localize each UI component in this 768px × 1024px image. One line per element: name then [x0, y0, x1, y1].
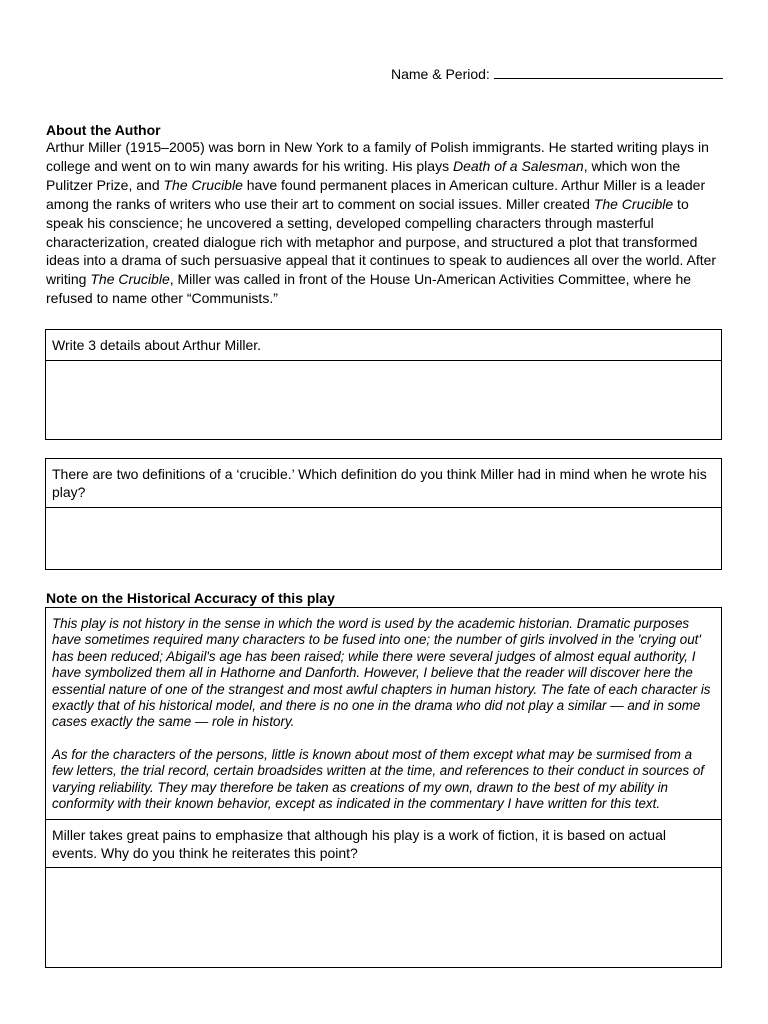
- question-1-box: [45, 329, 722, 440]
- historical-note-heading: Note on the Historical Accuracy of this play: [46, 590, 335, 606]
- question-2-prompt: There are two definitions of a ‘crucible.’ Which definition do you think Miller had in mind when he wrote his play?: [46, 459, 721, 508]
- name-period-blank[interactable]: [494, 64, 723, 79]
- miller-quote-paragraph-2: As for the characters of the persons, little is known about most of them except what may be surmised from a few letters, the trial record, certain broadsides written at the time, and references to their conduct in sources of varying reliability. They may therefore be taken as creations of my own, drawn to the best of my ability in conformity with their known behavior, except as indicated in the commentary I have written for this text.: [52, 746, 704, 812]
- author-text-segment: have found permanent places in American culture. Arthur Miller is a leader among the ranks of writers who use their art to comment on social issues. Miller created: [46, 176, 706, 212]
- author-text-segment: Arthur Miller (1915–2005) was born in New York to a family of Polish immigrants. He started writing plays in college and went on to win many awards for his writing. His plays: [46, 139, 709, 174]
- author-text-segment: , Miller was called in front of the House Un-American Activities Committee, where he refused to name other “Communists.”: [46, 271, 692, 307]
- question-1-answer-area[interactable]: [46, 361, 721, 439]
- name-period-line: [391, 64, 726, 83]
- work-title: The Crucible: [593, 195, 674, 212]
- work-title: The Crucible: [163, 176, 243, 193]
- work-title: Death of a Salesman: [452, 157, 584, 174]
- question-3-answer-area[interactable]: [46, 868, 721, 967]
- miller-quote: [46, 608, 721, 820]
- historical-note-box: [45, 607, 722, 968]
- question-1-prompt: Write 3 details about Arthur Miller.: [46, 330, 721, 361]
- author-text-segment: to speak his conscience; he uncovered a setting, developed compelling characters through masterful characterization, created dialogue rich with metaphor and purpose, and structured a plot that transformed ideas into a drama of such persuasive appeal that it continues to speak to audiences all over the world. After writing: [46, 195, 717, 288]
- question-2-answer-area[interactable]: [46, 508, 721, 566]
- about-author-body: [46, 138, 726, 308]
- name-period-label: Name & Period:: [391, 66, 490, 82]
- author-text-segment: , which won the Pulitzer Prize, and: [46, 157, 681, 193]
- about-author-heading: About the Author: [46, 122, 161, 138]
- question-3-prompt: Miller takes great pains to emphasize that although his play is a work of fiction, it is based on actual events. Why do you think he reiterates this point?: [46, 820, 721, 868]
- work-title: The Crucible: [90, 271, 170, 288]
- miller-quote-paragraph-1: This play is not history in the sense in which the word is used by the academic historian. Dramatic purposes have sometimes required many characters to be fused into one; the number of girls involved in the 'crying out' has been reduced; Abigail's age has been raised; while there were several judges of almost equal authority, I have symbolized them all in Hathorne and Danforth. However, I believe that the reader will discover here the essential nature of one of the strangest and most awful chapters in human history. The fate of each character is exactly that of his historical model, and there is no one in the drama who did not play a similar — and in some cases exactly the same — role in history.: [52, 616, 711, 730]
- question-2-box: [45, 458, 722, 570]
